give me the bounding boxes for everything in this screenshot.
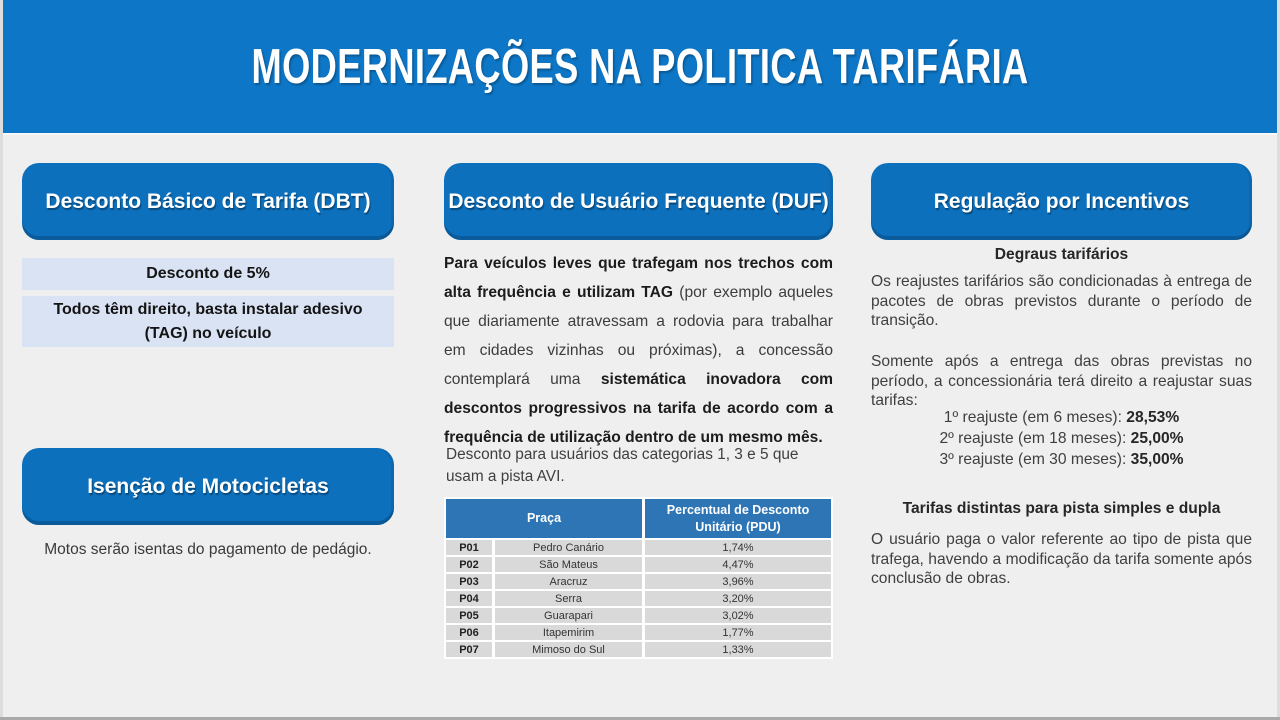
table-row — [446, 608, 831, 623]
reajuste-value: 25,00% — [1130, 430, 1184, 447]
cell-name: Aracruz — [495, 574, 642, 589]
table-row — [446, 591, 831, 606]
duf-header-box — [444, 163, 833, 240]
table-row — [446, 625, 831, 640]
cell-name: Serra — [495, 591, 642, 606]
reajuste-list — [871, 407, 1252, 470]
dbt-highlight-tag: Todos têm direito, basta instalar adesivo (TAG) no veículo — [22, 296, 394, 347]
table-row — [446, 540, 831, 555]
reajuste-label: 2º reajuste (em 18 meses): — [939, 430, 1131, 447]
dbt-highlight-discount: Desconto de 5% — [22, 258, 394, 290]
pdu-table-header — [446, 499, 831, 538]
duf-paragraph-regular1: (por exemplo aqueles que diariamente atravessam a rodovia para trabalhar em cidades vizinhas ou próximas), a concessão contemplará uma — [444, 284, 833, 388]
incentivos-paragraph-2: Somente após a entrega das obras previstas no período, a concessionária terá direito a reajustar suas tarifas: — [871, 353, 1252, 409]
degraus-heading: Degraus tarifários — [994, 246, 1129, 263]
reajuste-value: 28,53% — [1126, 409, 1180, 426]
pdu-table-header-praca: Praça — [446, 499, 642, 538]
slide-title: MODERNIZAÇÕES NA POLITICA TARIFÁRIA — [251, 39, 1029, 94]
cell-pdu: 1,77% — [645, 625, 831, 640]
duf-header-label: Desconto de Usuário Frequente (DUF) — [448, 189, 829, 213]
cell-pdu: 1,33% — [645, 642, 831, 657]
cell-name: Guarapari — [495, 608, 642, 623]
cell-pdu: 1,74% — [645, 540, 831, 555]
cell-code: P05 — [446, 608, 492, 623]
tarifas-distintas-heading: Tarifas distintas para pista simples e dupla — [902, 500, 1221, 517]
cell-code: P06 — [446, 625, 492, 640]
cell-code: P02 — [446, 557, 492, 572]
incentivos-header-box — [871, 163, 1252, 240]
cell-pdu: 3,96% — [645, 574, 831, 589]
duf-paragraph-bold1: Para veículos leves que trafegam nos trechos com alta frequência e utilizam TAG — [444, 255, 833, 301]
column-duf — [444, 0, 833, 720]
cell-pdu: 3,20% — [645, 591, 831, 606]
incentivos-paragraph-3: O usuário paga o valor referente ao tipo de pista que trafega, havendo a modificação da tarifa somente após conclusão de obras. — [871, 531, 1252, 587]
cell-code: P01 — [446, 540, 492, 555]
moto-header-label: Isenção de Motocicletas — [87, 474, 329, 498]
column-incentivos — [871, 0, 1252, 720]
cell-pdu: 4,47% — [645, 557, 831, 572]
moto-note-text: Motos serão isentas do pagamento de pedágio. — [44, 541, 372, 558]
reajuste-label: 3º reajuste (em 30 meses): — [939, 451, 1131, 468]
reajuste-label: 1º reajuste (em 6 meses): — [943, 409, 1127, 426]
reajuste-value: 35,00% — [1130, 451, 1184, 468]
pdu-table — [444, 497, 833, 659]
dbt-header-box — [22, 163, 394, 240]
column-dbt — [22, 0, 394, 720]
moto-header-box — [22, 448, 394, 525]
cell-pdu: 3,02% — [645, 608, 831, 623]
incentivos-header-label: Regulação por Incentivos — [933, 189, 1190, 213]
dbt-header-label: Desconto Básico de Tarifa (DBT) — [45, 189, 371, 213]
incentivos-paragraph-1: Os reajustes tarifários são condicionadas à entrega de pacotes de obras previstos durante o período de transição. — [871, 273, 1252, 329]
cell-name: Mimoso do Sul — [495, 642, 642, 657]
table-row — [446, 574, 831, 589]
table-row — [446, 557, 831, 572]
cell-code: P07 — [446, 642, 492, 657]
slide-left-edge — [0, 0, 3, 720]
cell-code: P03 — [446, 574, 492, 589]
cell-name: Itapemirim — [495, 625, 642, 640]
reajuste-line-3 — [871, 449, 1252, 470]
table-row — [446, 642, 831, 657]
duf-note-text: Desconto para usuários das categorias 1, 3 e 5 que usam a pista AVI. — [446, 446, 799, 485]
pdu-table-header-pdu: Percentual de Desconto Unitário (PDU) — [645, 499, 831, 538]
reajuste-line-2 — [871, 428, 1252, 449]
cell-name: São Mateus — [495, 557, 642, 572]
duf-paragraph — [444, 249, 833, 452]
cell-name: Pedro Canário — [495, 540, 642, 555]
duf-paragraph-bold2: sistemática inovadora com descontos progressivos na tarifa de acordo com a frequência de utilização dentro de um mesmo mês. — [444, 371, 834, 446]
reajuste-line-1 — [871, 407, 1252, 428]
cell-code: P04 — [446, 591, 492, 606]
